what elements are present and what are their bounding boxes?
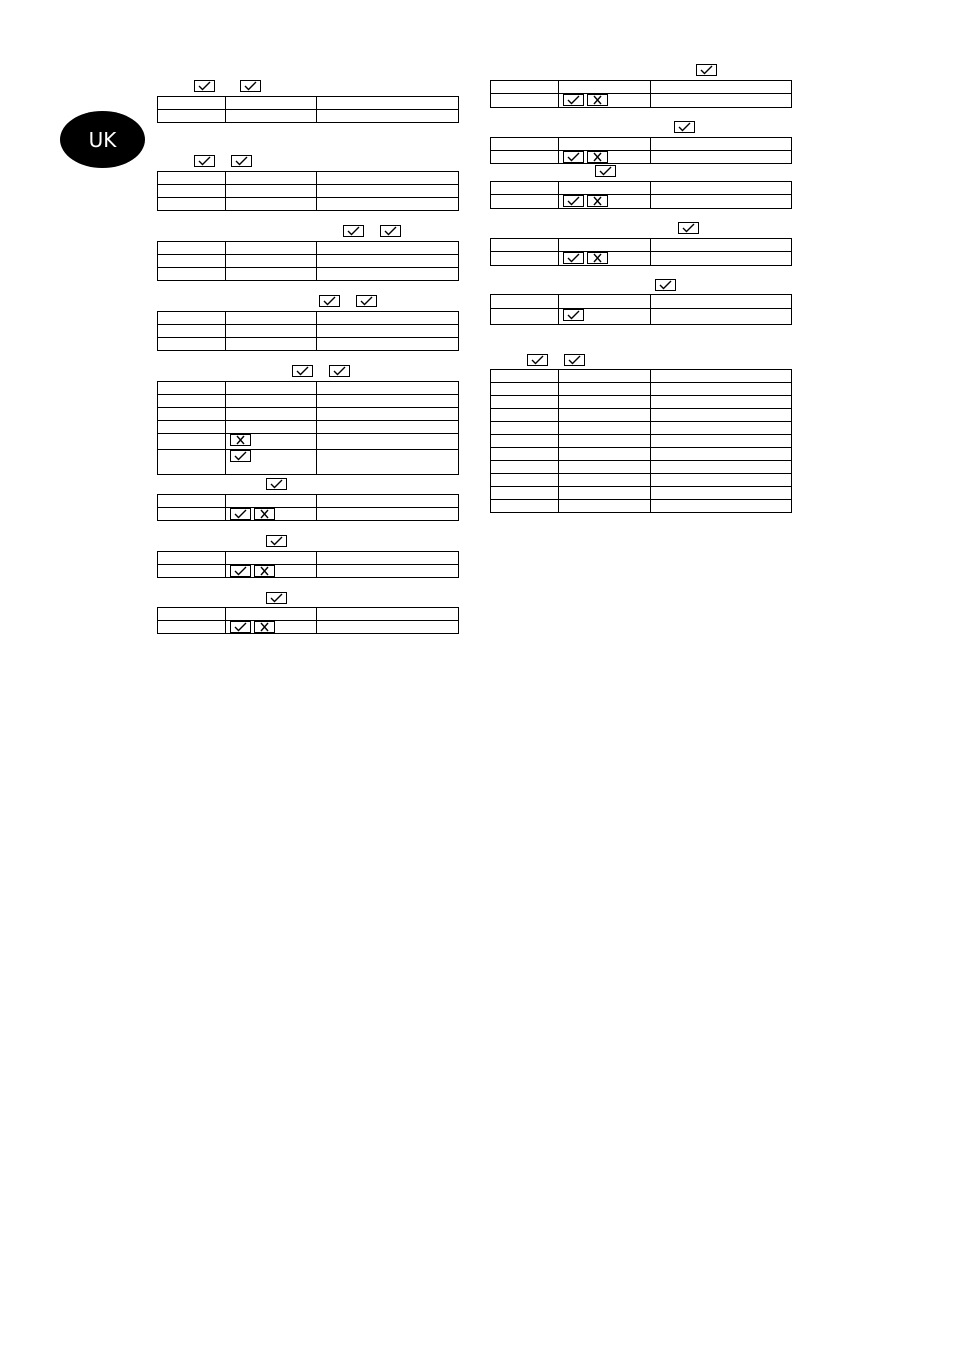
table-row <box>158 408 459 421</box>
check-mark-icon <box>655 279 676 291</box>
cross-mark-icon <box>254 621 275 633</box>
table-cell <box>158 110 226 123</box>
spec-table <box>157 551 459 578</box>
table-cell <box>651 487 792 500</box>
check-mark-icon <box>343 225 364 237</box>
table-cell <box>651 461 792 474</box>
table-cell <box>491 422 559 435</box>
table-cell <box>491 138 559 151</box>
table-cell <box>226 198 317 211</box>
table-row <box>158 312 459 325</box>
table-cell <box>559 239 651 252</box>
check-mark-icon <box>674 121 695 133</box>
table-cell <box>559 81 651 94</box>
table-cell <box>559 138 651 151</box>
spec-table <box>490 181 792 209</box>
table-cell <box>491 81 559 94</box>
table-row <box>158 608 459 621</box>
table-cell <box>158 185 226 198</box>
check-mark-icon <box>292 365 313 377</box>
table-row <box>158 508 459 521</box>
table-cell <box>651 239 792 252</box>
table-cell <box>317 565 459 578</box>
spec-table <box>157 311 459 351</box>
spec-table <box>157 96 459 123</box>
check-mark-icon <box>230 450 251 462</box>
table-cell <box>651 295 792 309</box>
table-cell <box>158 608 226 621</box>
table-cell <box>317 434 459 450</box>
table-cell <box>491 461 559 474</box>
table-cell <box>158 434 226 450</box>
table-row <box>491 396 792 409</box>
check-mark-icon <box>564 354 585 366</box>
table-row <box>491 81 792 94</box>
table-cell <box>491 94 559 108</box>
table-row <box>158 382 459 395</box>
table-row <box>491 383 792 396</box>
table-row <box>491 309 792 325</box>
table-cell <box>491 487 559 500</box>
table-cell <box>317 421 459 434</box>
table-cell <box>491 195 559 209</box>
table-row <box>158 325 459 338</box>
check-mark-icon <box>678 222 699 234</box>
table-cell <box>491 448 559 461</box>
table-cell <box>559 487 651 500</box>
cross-mark-icon <box>587 151 608 163</box>
table-cell <box>559 422 651 435</box>
table-cell <box>491 252 559 266</box>
table-cell <box>651 383 792 396</box>
table-cell <box>317 198 459 211</box>
cross-mark-icon <box>230 434 251 446</box>
check-mark-icon <box>563 151 584 163</box>
table-cell <box>317 450 459 475</box>
table-cell <box>158 242 226 255</box>
table-cell <box>226 97 317 110</box>
table-row <box>158 242 459 255</box>
table-cell <box>317 268 459 281</box>
table-cell <box>317 552 459 565</box>
spec-table <box>490 294 792 325</box>
table-cell <box>651 182 792 195</box>
table-cell <box>317 242 459 255</box>
table-row <box>491 295 792 309</box>
table-row <box>158 338 459 351</box>
check-mark-icon <box>380 225 401 237</box>
table-cell <box>158 255 226 268</box>
table-row <box>158 97 459 110</box>
table-cell <box>158 97 226 110</box>
table-cell <box>317 408 459 421</box>
table-row <box>491 195 792 209</box>
table-cell <box>559 448 651 461</box>
table-row <box>491 461 792 474</box>
table-cell <box>158 495 226 508</box>
table-row <box>491 138 792 151</box>
table-cell <box>317 325 459 338</box>
cross-mark-icon <box>254 508 275 520</box>
table-cell <box>651 422 792 435</box>
table-cell <box>158 450 226 475</box>
check-mark-icon <box>563 94 584 106</box>
table-row <box>158 172 459 185</box>
table-cell <box>226 495 317 508</box>
table-row <box>158 565 459 578</box>
check-mark-icon <box>319 295 340 307</box>
spec-table <box>490 369 792 513</box>
check-mark-icon <box>230 565 251 577</box>
table-cell <box>158 421 226 434</box>
table-row <box>158 268 459 281</box>
table-cell <box>559 461 651 474</box>
check-mark-icon <box>595 165 616 177</box>
table-cell <box>651 252 792 266</box>
table-row <box>158 395 459 408</box>
table-cell <box>651 370 792 383</box>
table-cell <box>317 382 459 395</box>
check-mark-icon <box>230 621 251 633</box>
table-cell <box>226 552 317 565</box>
table-cell <box>491 370 559 383</box>
cross-mark-icon <box>587 195 608 207</box>
table-cell <box>317 495 459 508</box>
table-cell <box>158 382 226 395</box>
table-row <box>491 182 792 195</box>
spec-table <box>157 241 459 281</box>
table-cell <box>226 242 317 255</box>
table-cell <box>491 435 559 448</box>
table-row <box>491 252 792 266</box>
table-cell <box>317 185 459 198</box>
table-cell <box>317 255 459 268</box>
table-row <box>158 198 459 211</box>
table-cell <box>651 396 792 409</box>
table-cell <box>559 295 651 309</box>
check-mark-icon <box>563 195 584 207</box>
table-row <box>158 185 459 198</box>
table-row <box>491 435 792 448</box>
table-cell <box>651 309 792 325</box>
table-cell <box>491 151 559 164</box>
check-mark-icon <box>563 309 584 321</box>
check-mark-icon <box>356 295 377 307</box>
table-cell <box>158 268 226 281</box>
check-mark-icon <box>240 80 261 92</box>
table-cell <box>559 435 651 448</box>
table-cell <box>317 97 459 110</box>
check-mark-icon <box>329 365 350 377</box>
spec-table <box>490 238 792 266</box>
table-row <box>491 500 792 513</box>
table-cell <box>158 565 226 578</box>
table-cell <box>559 474 651 487</box>
table-cell <box>226 395 317 408</box>
check-mark-icon <box>194 155 215 167</box>
table-cell <box>158 172 226 185</box>
table-cell <box>491 239 559 252</box>
table-cell <box>226 268 317 281</box>
table-cell <box>158 325 226 338</box>
table-cell <box>651 474 792 487</box>
table-row <box>158 621 459 634</box>
table-cell <box>226 608 317 621</box>
table-cell <box>559 182 651 195</box>
table-row <box>158 552 459 565</box>
table-row <box>491 448 792 461</box>
table-cell <box>559 370 651 383</box>
table-cell <box>651 195 792 209</box>
table-cell <box>158 312 226 325</box>
table-row <box>158 421 459 434</box>
table-cell <box>226 110 317 123</box>
spec-table <box>490 80 792 108</box>
check-mark-icon <box>194 80 215 92</box>
table-cell <box>651 500 792 513</box>
spec-table <box>490 137 792 164</box>
table-cell <box>491 474 559 487</box>
cross-mark-icon <box>587 94 608 106</box>
cross-mark-icon <box>587 252 608 264</box>
table-row <box>158 255 459 268</box>
spec-table <box>157 381 459 475</box>
table-cell <box>226 325 317 338</box>
table-cell <box>226 185 317 198</box>
table-cell <box>226 338 317 351</box>
table-cell <box>559 396 651 409</box>
table-cell <box>651 448 792 461</box>
table-cell <box>651 409 792 422</box>
table-row <box>158 110 459 123</box>
table-row <box>491 422 792 435</box>
check-mark-icon <box>231 155 252 167</box>
spec-table <box>157 607 459 634</box>
table-row <box>158 450 459 475</box>
table-cell <box>651 435 792 448</box>
table-cell <box>226 312 317 325</box>
table-cell <box>317 172 459 185</box>
check-mark-icon <box>563 252 584 264</box>
table-cell <box>317 338 459 351</box>
table-cell <box>651 138 792 151</box>
table-cell <box>317 621 459 634</box>
table-cell <box>226 421 317 434</box>
table-cell <box>491 295 559 309</box>
check-mark-icon <box>266 478 287 490</box>
check-mark-icon <box>696 64 717 76</box>
table-row <box>158 495 459 508</box>
table-cell <box>226 172 317 185</box>
table-cell <box>651 94 792 108</box>
check-mark-icon <box>230 508 251 520</box>
table-row <box>491 474 792 487</box>
table-row <box>491 239 792 252</box>
table-row <box>491 94 792 108</box>
check-mark-icon <box>266 592 287 604</box>
check-mark-icon <box>266 535 287 547</box>
cross-mark-icon <box>254 565 275 577</box>
table-cell <box>226 255 317 268</box>
table-cell <box>491 309 559 325</box>
table-row <box>158 434 459 450</box>
table-cell <box>491 182 559 195</box>
table-cell <box>158 395 226 408</box>
table-row <box>491 151 792 164</box>
table-cell <box>559 409 651 422</box>
table-row <box>491 487 792 500</box>
table-cell <box>317 395 459 408</box>
table-cell <box>491 409 559 422</box>
table-cell <box>158 621 226 634</box>
table-row <box>491 409 792 422</box>
spec-table <box>157 171 459 211</box>
table-cell <box>317 312 459 325</box>
table-cell <box>158 408 226 421</box>
table-cell <box>226 382 317 395</box>
spec-table <box>157 494 459 521</box>
table-cell <box>317 608 459 621</box>
table-cell <box>491 500 559 513</box>
language-badge: UK <box>60 111 145 168</box>
table-cell <box>158 552 226 565</box>
table-cell <box>317 508 459 521</box>
table-cell <box>491 396 559 409</box>
table-cell <box>651 81 792 94</box>
table-cell <box>559 383 651 396</box>
table-cell <box>158 198 226 211</box>
table-cell <box>559 500 651 513</box>
table-cell <box>317 110 459 123</box>
check-mark-icon <box>527 354 548 366</box>
table-cell <box>491 383 559 396</box>
table-cell <box>158 508 226 521</box>
table-cell <box>651 151 792 164</box>
table-row <box>491 370 792 383</box>
table-cell <box>226 408 317 421</box>
table-cell <box>158 338 226 351</box>
